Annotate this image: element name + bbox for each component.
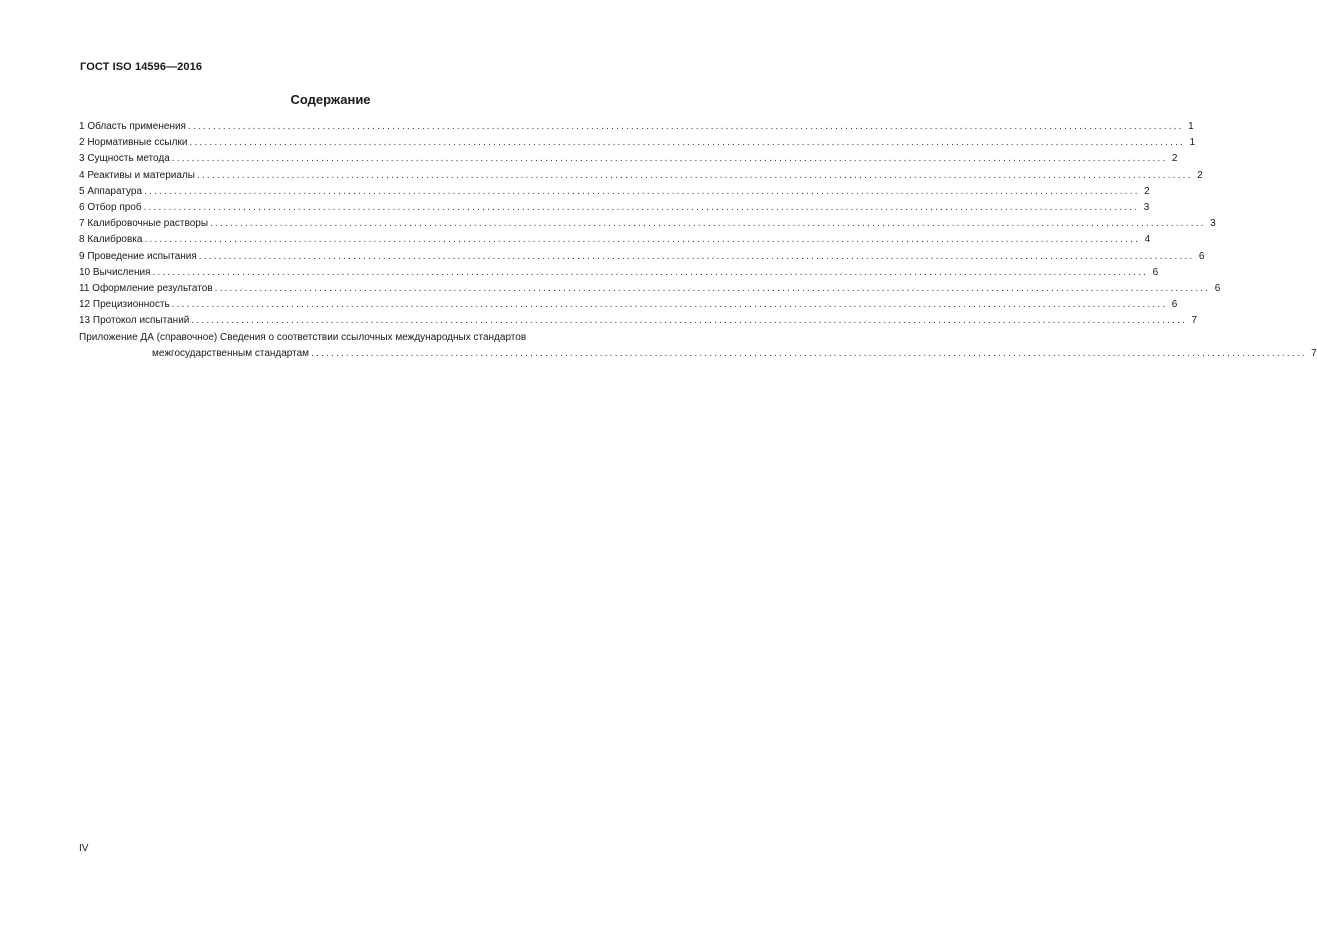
toc-entry-page: 6 [1152, 266, 1159, 278]
toc-entry-label: 3 Сущность метода [79, 153, 170, 165]
toc-entry-label: 7 Калибровочные растворы [79, 218, 209, 230]
toc-leader-dots: ........................................................................................................................................................................................................ [189, 137, 1186, 149]
toc-entry-label: 13 Протокол испытаний [79, 315, 190, 327]
toc-entry-page: 1 [1188, 121, 1194, 132]
toc-entry-label: 8 Калибровка [79, 234, 143, 246]
document-code-header: ГОСТ ISO 14596—2016 [80, 61, 203, 73]
toc-entry-page: 2 [1144, 185, 1150, 197]
toc-entry-page: 3 [1143, 202, 1150, 214]
appendix-title-line2: межгосударственным стандартам [152, 347, 310, 359]
toc-leader-dots: ........................................................................................................................................................................................................ [144, 234, 1141, 246]
toc-entry-label: 11 Оформление результатов [79, 283, 213, 295]
toc-entry-page: 6 [1214, 283, 1221, 295]
toc-leader-dots: ........................................................................................................................................................................................................ [144, 185, 1140, 197]
toc-entry[interactable] [79, 168, 1203, 184]
toc-leader-dots: ........................................................................................................................................................................................................ [214, 283, 1211, 295]
toc-entry-page: 3 [1210, 218, 1216, 230]
toc-entry-label: 10 Вычисления [79, 266, 151, 278]
toc-leader-dots: ........................................................................................................................................................................................................ [311, 347, 1307, 359]
toc-entry-label: 12 Прецизионность [79, 299, 170, 311]
toc-entry[interactable] [79, 151, 1178, 167]
toc-leader-dots: ........................................................................................................................................................................................................ [198, 250, 1195, 262]
toc-entry[interactable] [79, 313, 1198, 329]
toc-entry-page: 4 [1144, 234, 1151, 246]
toc-entry-label: 2 Нормативные ссылки [79, 137, 188, 149]
toc-entry[interactable] [79, 265, 1159, 281]
toc-entry[interactable] [79, 200, 1150, 216]
toc-entry-page: 2 [1197, 169, 1203, 181]
page-title: Содержание [290, 92, 371, 107]
toc-leader-dots: ........................................................................................................................................................................................................ [152, 266, 1149, 278]
toc-leader-dots: ........................................................................................................................................................................................................ [191, 315, 1188, 327]
toc-entry-page: 7 [1191, 315, 1198, 327]
appendix-title-line1: Приложение ДА (справочное) Сведения о соответствии ссылочных международных стандартов [79, 331, 527, 343]
toc-entry-label: 1 Область применения [79, 121, 186, 132]
toc-entry[interactable] [79, 281, 1221, 297]
toc-leader-dots: ........................................................................................................................................................................................................ [171, 299, 1168, 311]
toc-entry-label: 4 Реактивы и материалы [79, 169, 195, 181]
toc-leader-dots: ........................................................................................................................................................................................................ [196, 169, 1193, 181]
toc-leader-dots: ........................................................................................................................................................................................................ [210, 218, 1206, 230]
toc-entry-label: 9 Проведение испытания [79, 250, 197, 262]
table-of-contents [79, 119, 1317, 362]
toc-entry-label: 6 Отбор проб [79, 202, 142, 214]
toc-leader-dots: ........................................................................................................................................................................................................ [143, 202, 1140, 214]
toc-entry-appendix[interactable] [79, 330, 1317, 362]
toc-entry[interactable] [79, 232, 1151, 248]
toc-entry-page: 7 [1311, 347, 1317, 359]
toc-entry[interactable] [79, 297, 1178, 313]
toc-entry[interactable] [79, 135, 1196, 151]
toc-entry-page: 1 [1189, 137, 1196, 149]
toc-leader-dots: ........................................................................................................................................................................................................ [187, 121, 1184, 132]
toc-leader-dots: ........................................................................................................................................................................................................ [171, 153, 1168, 165]
page-number: IV [79, 843, 89, 854]
toc-entry-page: 6 [1171, 299, 1178, 311]
toc-entry[interactable] [79, 184, 1150, 200]
toc-entry-page: 6 [1198, 250, 1205, 262]
toc-entry-label: 5 Аппаратура [79, 185, 143, 197]
toc-entry[interactable] [79, 119, 1194, 135]
toc-entry-page: 2 [1171, 153, 1178, 165]
toc-entry[interactable] [79, 216, 1216, 232]
toc-entry[interactable] [79, 249, 1205, 265]
